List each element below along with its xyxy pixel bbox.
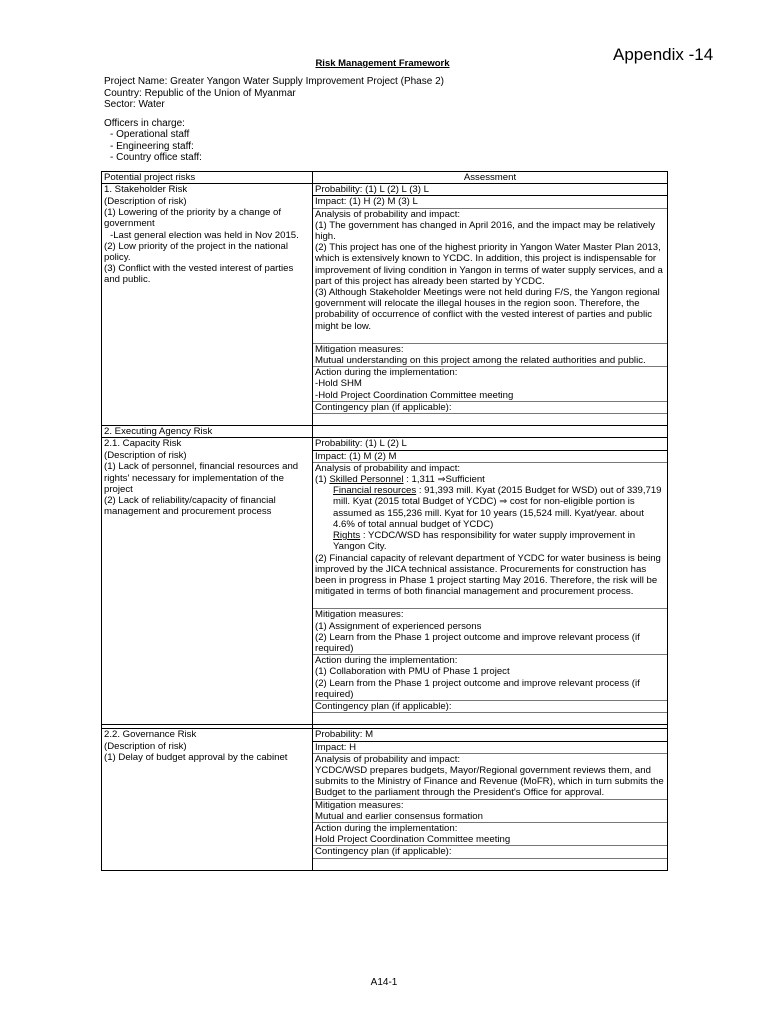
mitigation-label: Mitigation measures: [315,343,404,355]
desc-item: (1) Lack of personnel, financial resources and rights' necessary for implementation of the project [104,461,299,495]
stakeholder-impact: Impact: (1) H (2) M (3) L [313,196,667,208]
governance-body-row [102,741,668,870]
desc-label: (Description of risk) [104,741,187,753]
analysis-item: (2) Financial capacity of relevant department of YCDC for water business is being improved by the JICA technical assistance. Procurements for construction has been in progress in Phase 1 project starting May 2016. Therefore, the risk will be mitigated in terms of both financial management and procurement process. [315,552,661,598]
stakeholder-probability: Probability: (1) L (2) L (3) L [313,184,668,196]
page-number: A14-1 [370,977,398,988]
action-item: Hold Project Coordination Committee meeting [315,834,511,846]
capacity-impact: Impact: (1) M (2) M [313,451,667,463]
desc-item: (1) Lowering of the priority by a change of government [104,207,282,230]
term-rights: Rights [333,530,361,542]
desc-item: (1) Delay of budget approval by the cabinet [104,752,288,764]
stakeholder-body-row [102,196,668,426]
appendix-label: Appendix -14 [613,45,714,64]
governance-contingency-blank [313,859,667,870]
term-skilled-personnel: Skilled Personnel [329,474,404,486]
capacity-assessment [313,450,668,725]
capacity-contingency: Contingency plan (if applicable): [313,701,667,713]
stakeholder-title: 1. Stakeholder Risk [102,184,313,196]
capacity-title: 2.1. Capacity Risk [102,438,313,450]
document-title: Risk Management Framework [315,58,450,69]
officer-engineering: - Engineering staff: [110,140,194,152]
mitigation-item: Mutual understanding on this project among the related authorities and public. [315,355,646,367]
action-item: (2) Learn from the Phase 1 project outcome and improve relevant process (if required) [315,677,640,700]
table-header-row [102,172,668,184]
action-item: -Hold SHM [315,378,362,390]
stakeholder-analysis [313,209,667,344]
governance-contingency: Contingency plan (if applicable): [313,846,667,858]
governance-title: 2.2. Governance Risk [102,729,313,741]
project-meta [104,76,444,164]
executing-title: 2. Executing Agency Risk [102,426,313,438]
capacity-title-row [102,438,668,450]
stakeholder-contingency: Contingency plan (if applicable): [313,402,667,414]
analysis-item: YCDC/WSD prepares budgets, Mayor/Regional government reviews them, and submits to the Ministry of Finance and Revenue (MoFR), which in turn submits the Budget to the parliament through the President's Office for approval. [315,764,664,799]
governance-title-row [102,729,668,741]
country: Country: Republic of the Union of Myanmar [104,87,296,99]
action-item: -Hold Project Coordination Committee meeting [315,389,514,401]
stakeholder-action [313,367,667,402]
analysis-item: (3) Although Stakeholder Meetings were not held during F/S, the Yangon regional government will relocate the illegal houses in the region soon. Therefore, the probability of occurrence of conflict with the vested interest of parties and public might be low. [315,287,660,332]
governance-description [102,741,313,870]
capacity-mitigation [313,609,667,655]
mitigation-label: Mitigation measures: [315,799,404,811]
stakeholder-title-row [102,184,668,196]
governance-action [313,823,667,846]
desc-label: (Description of risk) [104,450,187,462]
capacity-action [313,655,667,701]
analysis-item: (1) The government has changed in April 2016, and the impact may be relatively high. [315,219,656,243]
desc-item: (2) Lack of reliability/capacity of financial management and procurement process [104,494,276,518]
header-potential-risks: Potential project risks [102,172,313,184]
officer-operational: - Operational staff [110,129,190,140]
analysis-label: Analysis of probability and impact: [315,208,461,220]
analysis-item: (2) This project has one of the highest priority in Yangon Water Master Plan 2013, which is extensively known to YCDC. In addition, this project is indispensable for improvement of living condition in Yangon in terms of water supply services, and a part of this project has already been started by YCDC. [315,242,663,287]
stakeholder-description [102,196,313,426]
project-name: Project Name: Greater Yangon Water Supply Improvement Project (Phase 2) [104,76,444,87]
governance-analysis [313,754,667,800]
stakeholder-mitigation [313,344,667,367]
analysis-item: (1) Skilled Personnel : 1,311 ⇒Sufficient [315,474,485,486]
desc-item: (3) Conflict with the vested interest of parties and public. [104,263,294,286]
stakeholder-assessment [313,196,668,426]
analysis-item: Rights : YCDC/WSD has responsibility for water supply improvement in Yangon City. [333,530,636,553]
mitigation-item: Mutual and earlier consensus formation [315,810,483,822]
capacity-analysis [313,463,667,609]
mitigation-label: Mitigation measures: [315,609,404,621]
desc-item: -Last general election was held in Nov 2015. [110,229,299,241]
governance-impact: Impact: H [313,742,667,754]
analysis-item: Financial resources : 91,393 mill. Kyat (2015 Budget for WSD) out of 339,719 mill. Kyat (2015 total Budget of YCDC) ⇒ cost for non-eligible portion is assumed as 155,236 mill. Kyat for 10 years (15,524 mill. Kyat/year. about 4.6% of total annual budget of YCDC) [333,485,662,530]
action-label: Action during the implementation: [315,367,458,379]
action-item: (1) Collaboration with PMU of Phase 1 project [315,666,510,678]
capacity-probability: Probability: (1) L (2) L [313,438,668,450]
sector: Sector: Water [104,99,165,110]
mitigation-item: (2) Learn from the Phase 1 project outcome and improve relevant process (if required) [315,631,640,654]
stakeholder-contingency-blank [313,414,667,425]
officer-country-office: - Country office staff: [110,152,202,163]
header-assessment: Assessment [313,172,668,184]
officers-heading: Officers in charge: [104,117,185,129]
desc-label: (Description of risk) [104,195,187,207]
capacity-body-row [102,450,668,725]
action-label: Action during the implementation: [315,655,458,667]
action-label: Action during the implementation: [315,822,458,834]
capacity-description [102,450,313,725]
analysis-label: Analysis of probability and impact: [315,753,461,765]
risk-table [101,171,668,871]
executing-title-row [102,426,668,438]
mitigation-item: (1) Assignment of experienced persons [315,620,482,632]
desc-item: (2) Low priority of the project in the national policy. [104,240,288,263]
term-financial-resources: Financial resources [333,485,417,497]
governance-assessment [313,741,668,870]
governance-probability: Probability: M [313,729,668,741]
analysis-label: Analysis of probability and impact: [315,462,461,474]
capacity-contingency-blank [313,713,667,724]
governance-mitigation [313,800,667,823]
